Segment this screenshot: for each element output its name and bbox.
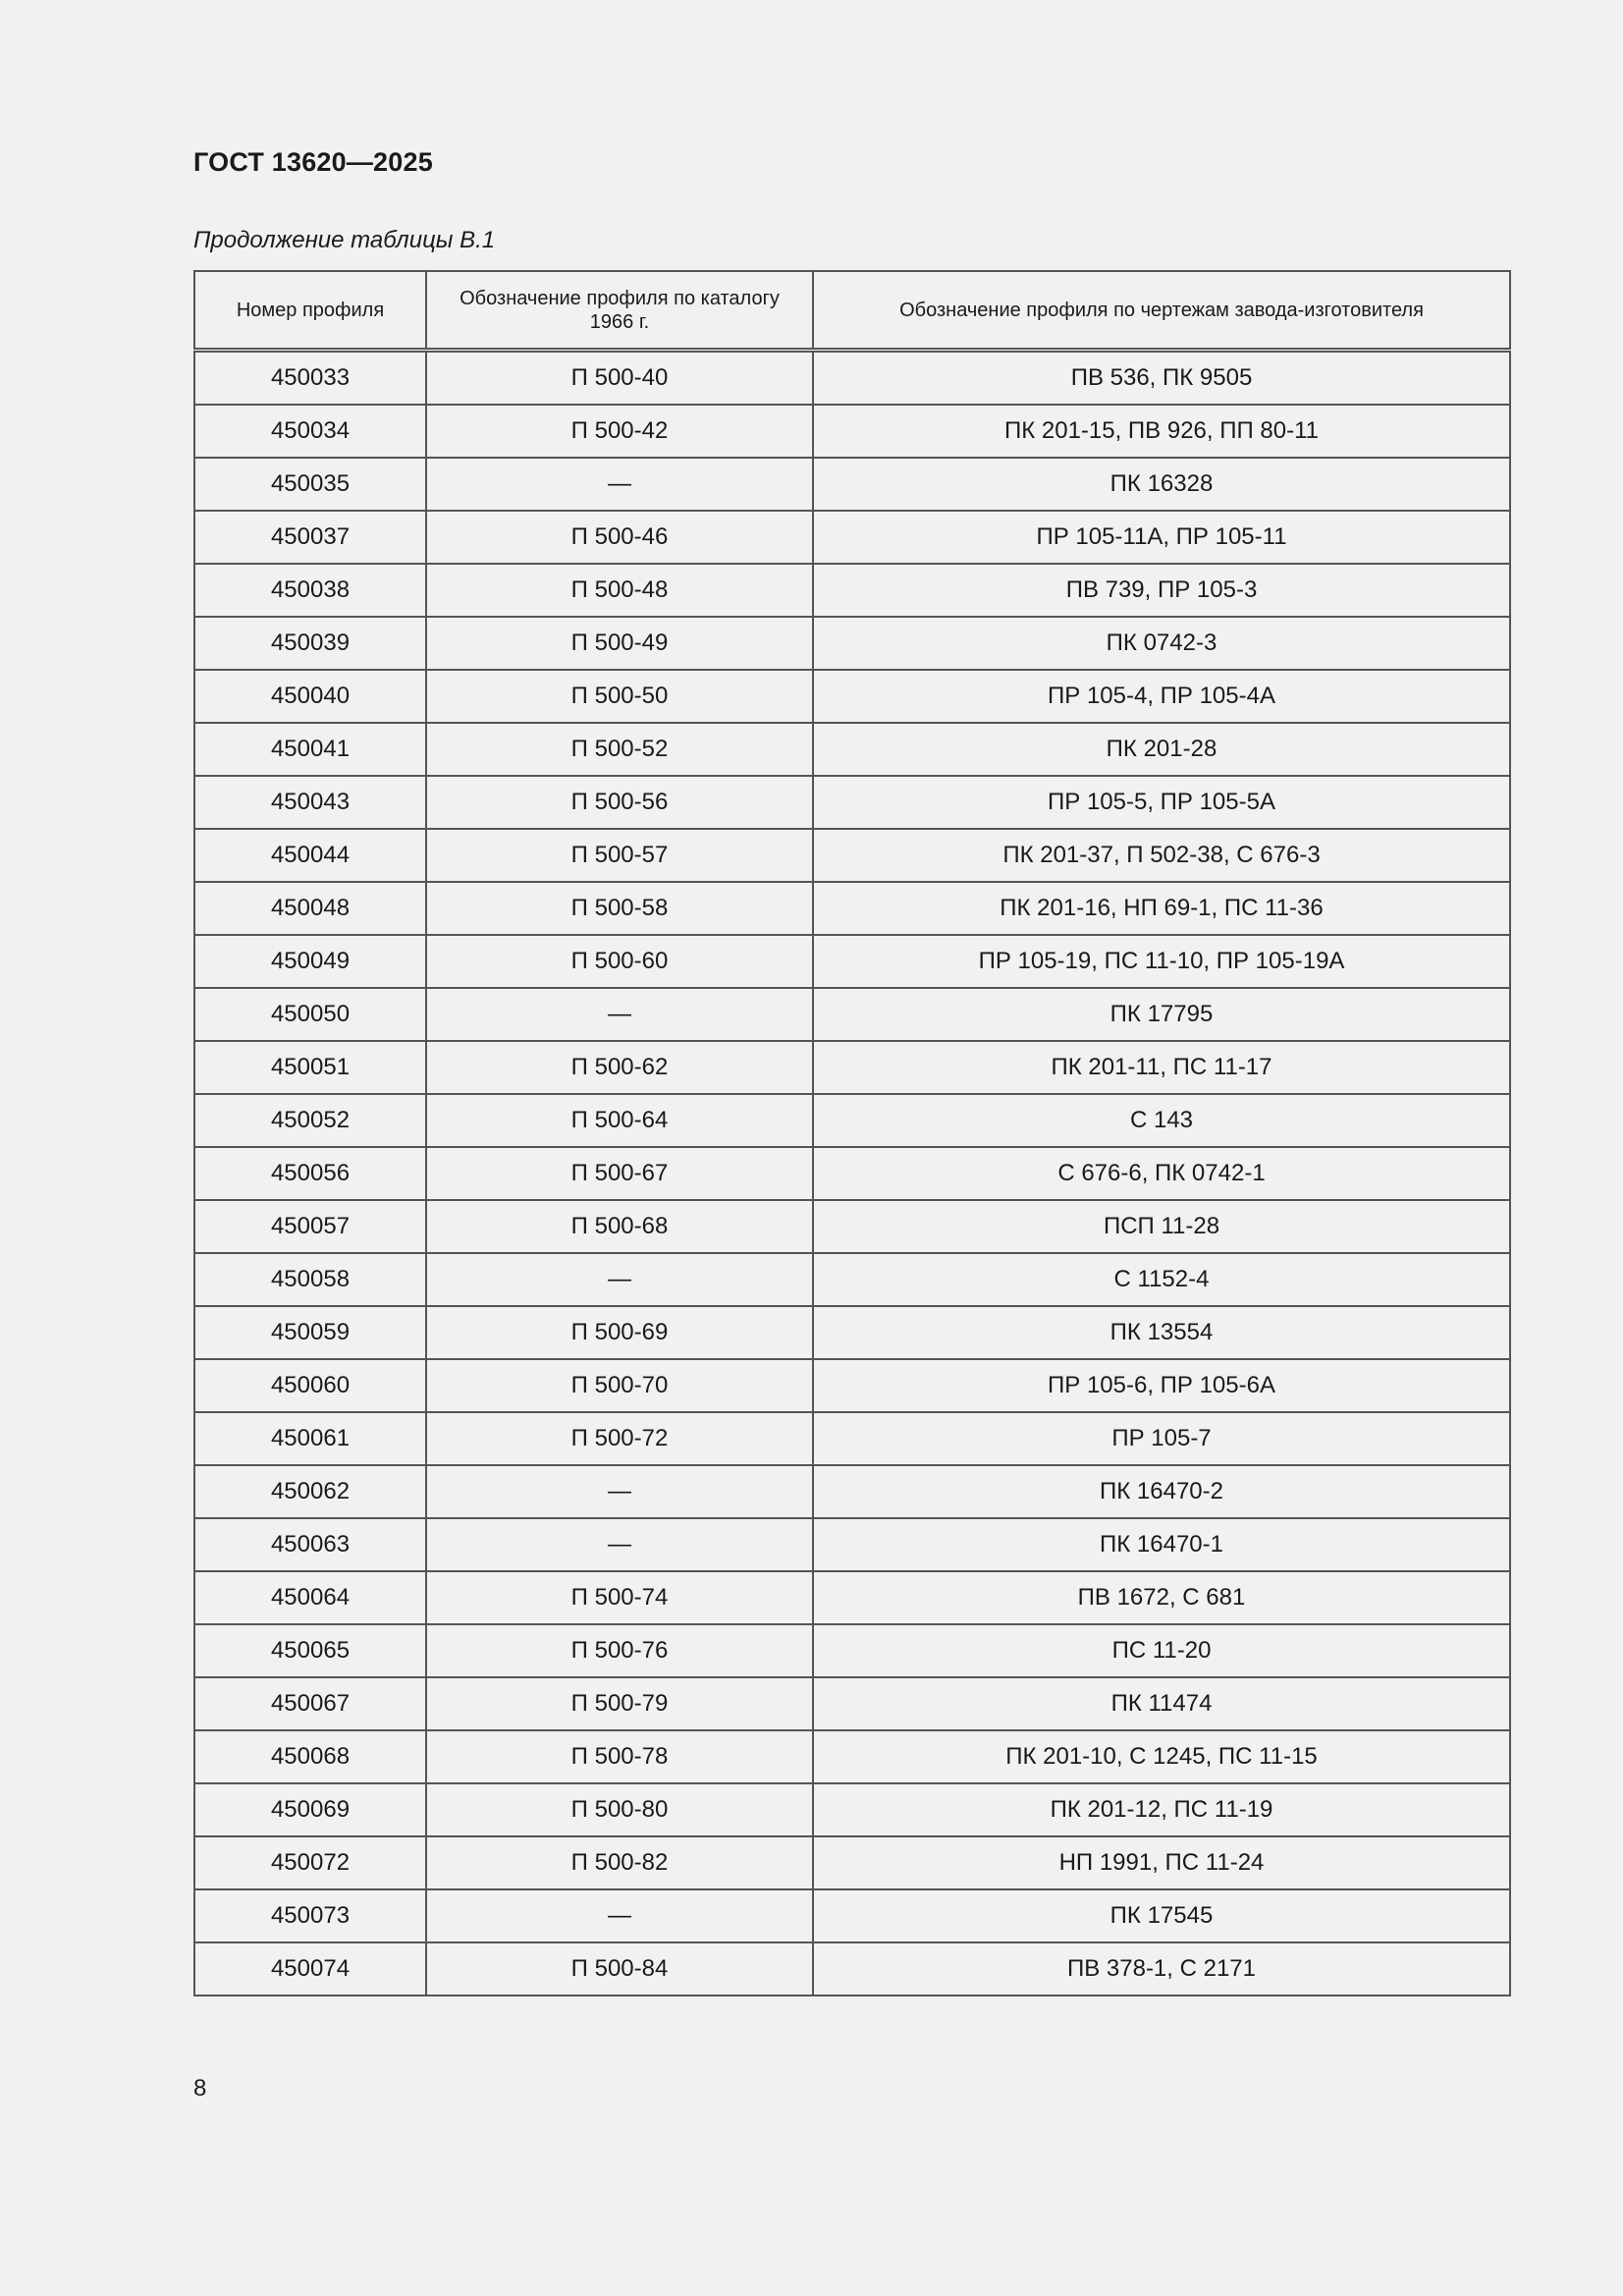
table-row [194, 1730, 1510, 1783]
cell-catalog-designation: П 500-79 [426, 1677, 813, 1730]
cell-catalog-designation: — [426, 988, 813, 1041]
cell-profile-number: 450058 [194, 1253, 426, 1306]
table-row [194, 882, 1510, 935]
cell-manufacturer-designation: ПК 16470-2 [813, 1465, 1510, 1518]
table-row [194, 1571, 1510, 1624]
table-row [194, 405, 1510, 458]
cell-profile-number: 450034 [194, 405, 426, 458]
cell-catalog-designation: П 500-48 [426, 564, 813, 617]
cell-profile-number: 450068 [194, 1730, 426, 1783]
table-row [194, 1147, 1510, 1200]
cell-catalog-designation: — [426, 1253, 813, 1306]
cell-manufacturer-designation: ПР 105-4, ПР 105-4А [813, 670, 1510, 723]
cell-catalog-designation: П 500-76 [426, 1624, 813, 1677]
column-header-profile-number: Номер профиля [194, 271, 426, 351]
cell-profile-number: 450035 [194, 458, 426, 511]
cell-catalog-designation: П 500-49 [426, 617, 813, 670]
table-header [194, 271, 1510, 351]
cell-manufacturer-designation: ПР 105-5, ПР 105-5А [813, 776, 1510, 829]
table-row [194, 1677, 1510, 1730]
cell-catalog-designation: П 500-69 [426, 1306, 813, 1359]
cell-manufacturer-designation: ПВ 378-1, С 2171 [813, 1942, 1510, 1995]
table-row [194, 1783, 1510, 1836]
cell-profile-number: 450060 [194, 1359, 426, 1412]
table-row [194, 670, 1510, 723]
cell-manufacturer-designation: ПК 16328 [813, 458, 1510, 511]
cell-catalog-designation: — [426, 1889, 813, 1942]
table-row [194, 1412, 1510, 1465]
cell-manufacturer-designation: ПР 105-11А, ПР 105-11 [813, 511, 1510, 564]
cell-manufacturer-designation: ПСП 11-28 [813, 1200, 1510, 1253]
table-row [194, 458, 1510, 511]
cell-manufacturer-designation: С 1152-4 [813, 1253, 1510, 1306]
cell-profile-number: 450040 [194, 670, 426, 723]
cell-catalog-designation: П 500-72 [426, 1412, 813, 1465]
cell-catalog-designation: П 500-62 [426, 1041, 813, 1094]
table-body [194, 351, 1510, 1996]
table-row [194, 1889, 1510, 1942]
cell-manufacturer-designation: НП 1991, ПС 11-24 [813, 1836, 1510, 1889]
cell-manufacturer-designation: ПР 105-7 [813, 1412, 1510, 1465]
cell-manufacturer-designation: ПК 201-28 [813, 723, 1510, 776]
table-row [194, 1518, 1510, 1571]
cell-catalog-designation: — [426, 458, 813, 511]
cell-profile-number: 450044 [194, 829, 426, 882]
cell-profile-number: 450072 [194, 1836, 426, 1889]
cell-manufacturer-designation: ПВ 1672, С 681 [813, 1571, 1510, 1624]
cell-profile-number: 450063 [194, 1518, 426, 1571]
cell-catalog-designation: П 500-50 [426, 670, 813, 723]
table-row [194, 511, 1510, 564]
cell-profile-number: 450059 [194, 1306, 426, 1359]
cell-profile-number: 450033 [194, 351, 426, 406]
cell-manufacturer-designation: ПК 201-10, С 1245, ПС 11-15 [813, 1730, 1510, 1783]
column-header-catalog-1966: Обозначение профиля по каталогу 1966 г. [426, 271, 813, 351]
cell-catalog-designation: П 500-46 [426, 511, 813, 564]
table-row [194, 1465, 1510, 1518]
table-row [194, 935, 1510, 988]
column-header-manufacturer-drawings: Обозначение профиля по чертежам завода-изготовителя [813, 271, 1510, 351]
cell-profile-number: 450039 [194, 617, 426, 670]
cell-catalog-designation: П 500-58 [426, 882, 813, 935]
profile-table [193, 270, 1511, 1996]
cell-profile-number: 450065 [194, 1624, 426, 1677]
table-caption: Продолжение таблицы В.1 [193, 227, 496, 253]
cell-profile-number: 450048 [194, 882, 426, 935]
cell-catalog-designation: П 500-78 [426, 1730, 813, 1783]
page-number: 8 [193, 2075, 207, 2102]
cell-catalog-designation: — [426, 1518, 813, 1571]
cell-manufacturer-designation: ПВ 536, ПК 9505 [813, 351, 1510, 406]
cell-manufacturer-designation: ПК 13554 [813, 1306, 1510, 1359]
cell-profile-number: 450073 [194, 1889, 426, 1942]
cell-manufacturer-designation: ПК 17545 [813, 1889, 1510, 1942]
cell-catalog-designation: П 500-42 [426, 405, 813, 458]
cell-profile-number: 450049 [194, 935, 426, 988]
cell-catalog-designation: П 500-80 [426, 1783, 813, 1836]
cell-profile-number: 450051 [194, 1041, 426, 1094]
cell-manufacturer-designation: ПК 201-12, ПС 11-19 [813, 1783, 1510, 1836]
cell-profile-number: 450052 [194, 1094, 426, 1147]
cell-catalog-designation: П 500-67 [426, 1147, 813, 1200]
cell-manufacturer-designation: ПК 201-16, НП 69-1, ПС 11-36 [813, 882, 1510, 935]
table-row [194, 1094, 1510, 1147]
table-row [194, 776, 1510, 829]
table-row [194, 351, 1510, 406]
cell-profile-number: 450074 [194, 1942, 426, 1995]
cell-manufacturer-designation: ПК 201-15, ПВ 926, ПП 80-11 [813, 405, 1510, 458]
cell-catalog-designation: П 500-84 [426, 1942, 813, 1995]
table-row [194, 1200, 1510, 1253]
table-row [194, 988, 1510, 1041]
table-header-row [194, 271, 1510, 351]
cell-catalog-designation: П 500-60 [426, 935, 813, 988]
cell-profile-number: 450037 [194, 511, 426, 564]
cell-profile-number: 450062 [194, 1465, 426, 1518]
document-title: ГОСТ 13620—2025 [193, 147, 433, 177]
cell-manufacturer-designation: ПК 0742-3 [813, 617, 1510, 670]
table-row [194, 1253, 1510, 1306]
cell-manufacturer-designation: С 676-6, ПК 0742-1 [813, 1147, 1510, 1200]
cell-catalog-designation: П 500-57 [426, 829, 813, 882]
cell-profile-number: 450067 [194, 1677, 426, 1730]
table-row [194, 564, 1510, 617]
cell-catalog-designation: П 500-64 [426, 1094, 813, 1147]
table-row [194, 1624, 1510, 1677]
cell-manufacturer-designation: ПР 105-19, ПС 11-10, ПР 105-19А [813, 935, 1510, 988]
cell-catalog-designation: П 500-52 [426, 723, 813, 776]
cell-catalog-designation: П 500-56 [426, 776, 813, 829]
cell-catalog-designation: П 500-68 [426, 1200, 813, 1253]
cell-catalog-designation: — [426, 1465, 813, 1518]
profile-table-container [193, 270, 1509, 1996]
cell-catalog-designation: П 500-70 [426, 1359, 813, 1412]
cell-manufacturer-designation: ПК 201-37, П 502-38, С 676-3 [813, 829, 1510, 882]
cell-manufacturer-designation: ПК 16470-1 [813, 1518, 1510, 1571]
cell-manufacturer-designation: ПК 11474 [813, 1677, 1510, 1730]
cell-profile-number: 450050 [194, 988, 426, 1041]
cell-profile-number: 450056 [194, 1147, 426, 1200]
cell-profile-number: 450041 [194, 723, 426, 776]
cell-profile-number: 450069 [194, 1783, 426, 1836]
table-row [194, 1942, 1510, 1995]
table-row [194, 1836, 1510, 1889]
cell-catalog-designation: П 500-40 [426, 351, 813, 406]
table-row [194, 723, 1510, 776]
cell-manufacturer-designation: С 143 [813, 1094, 1510, 1147]
cell-manufacturer-designation: ПС 11-20 [813, 1624, 1510, 1677]
cell-manufacturer-designation: ПР 105-6, ПР 105-6А [813, 1359, 1510, 1412]
cell-manufacturer-designation: ПВ 739, ПР 105-3 [813, 564, 1510, 617]
table-row [194, 1041, 1510, 1094]
table-row [194, 617, 1510, 670]
table-row [194, 1306, 1510, 1359]
table-row [194, 829, 1510, 882]
cell-manufacturer-designation: ПК 201-11, ПС 11-17 [813, 1041, 1510, 1094]
cell-profile-number: 450061 [194, 1412, 426, 1465]
cell-profile-number: 450064 [194, 1571, 426, 1624]
cell-profile-number: 450038 [194, 564, 426, 617]
cell-profile-number: 450043 [194, 776, 426, 829]
cell-catalog-designation: П 500-82 [426, 1836, 813, 1889]
cell-manufacturer-designation: ПК 17795 [813, 988, 1510, 1041]
cell-catalog-designation: П 500-74 [426, 1571, 813, 1624]
table-row [194, 1359, 1510, 1412]
cell-profile-number: 450057 [194, 1200, 426, 1253]
